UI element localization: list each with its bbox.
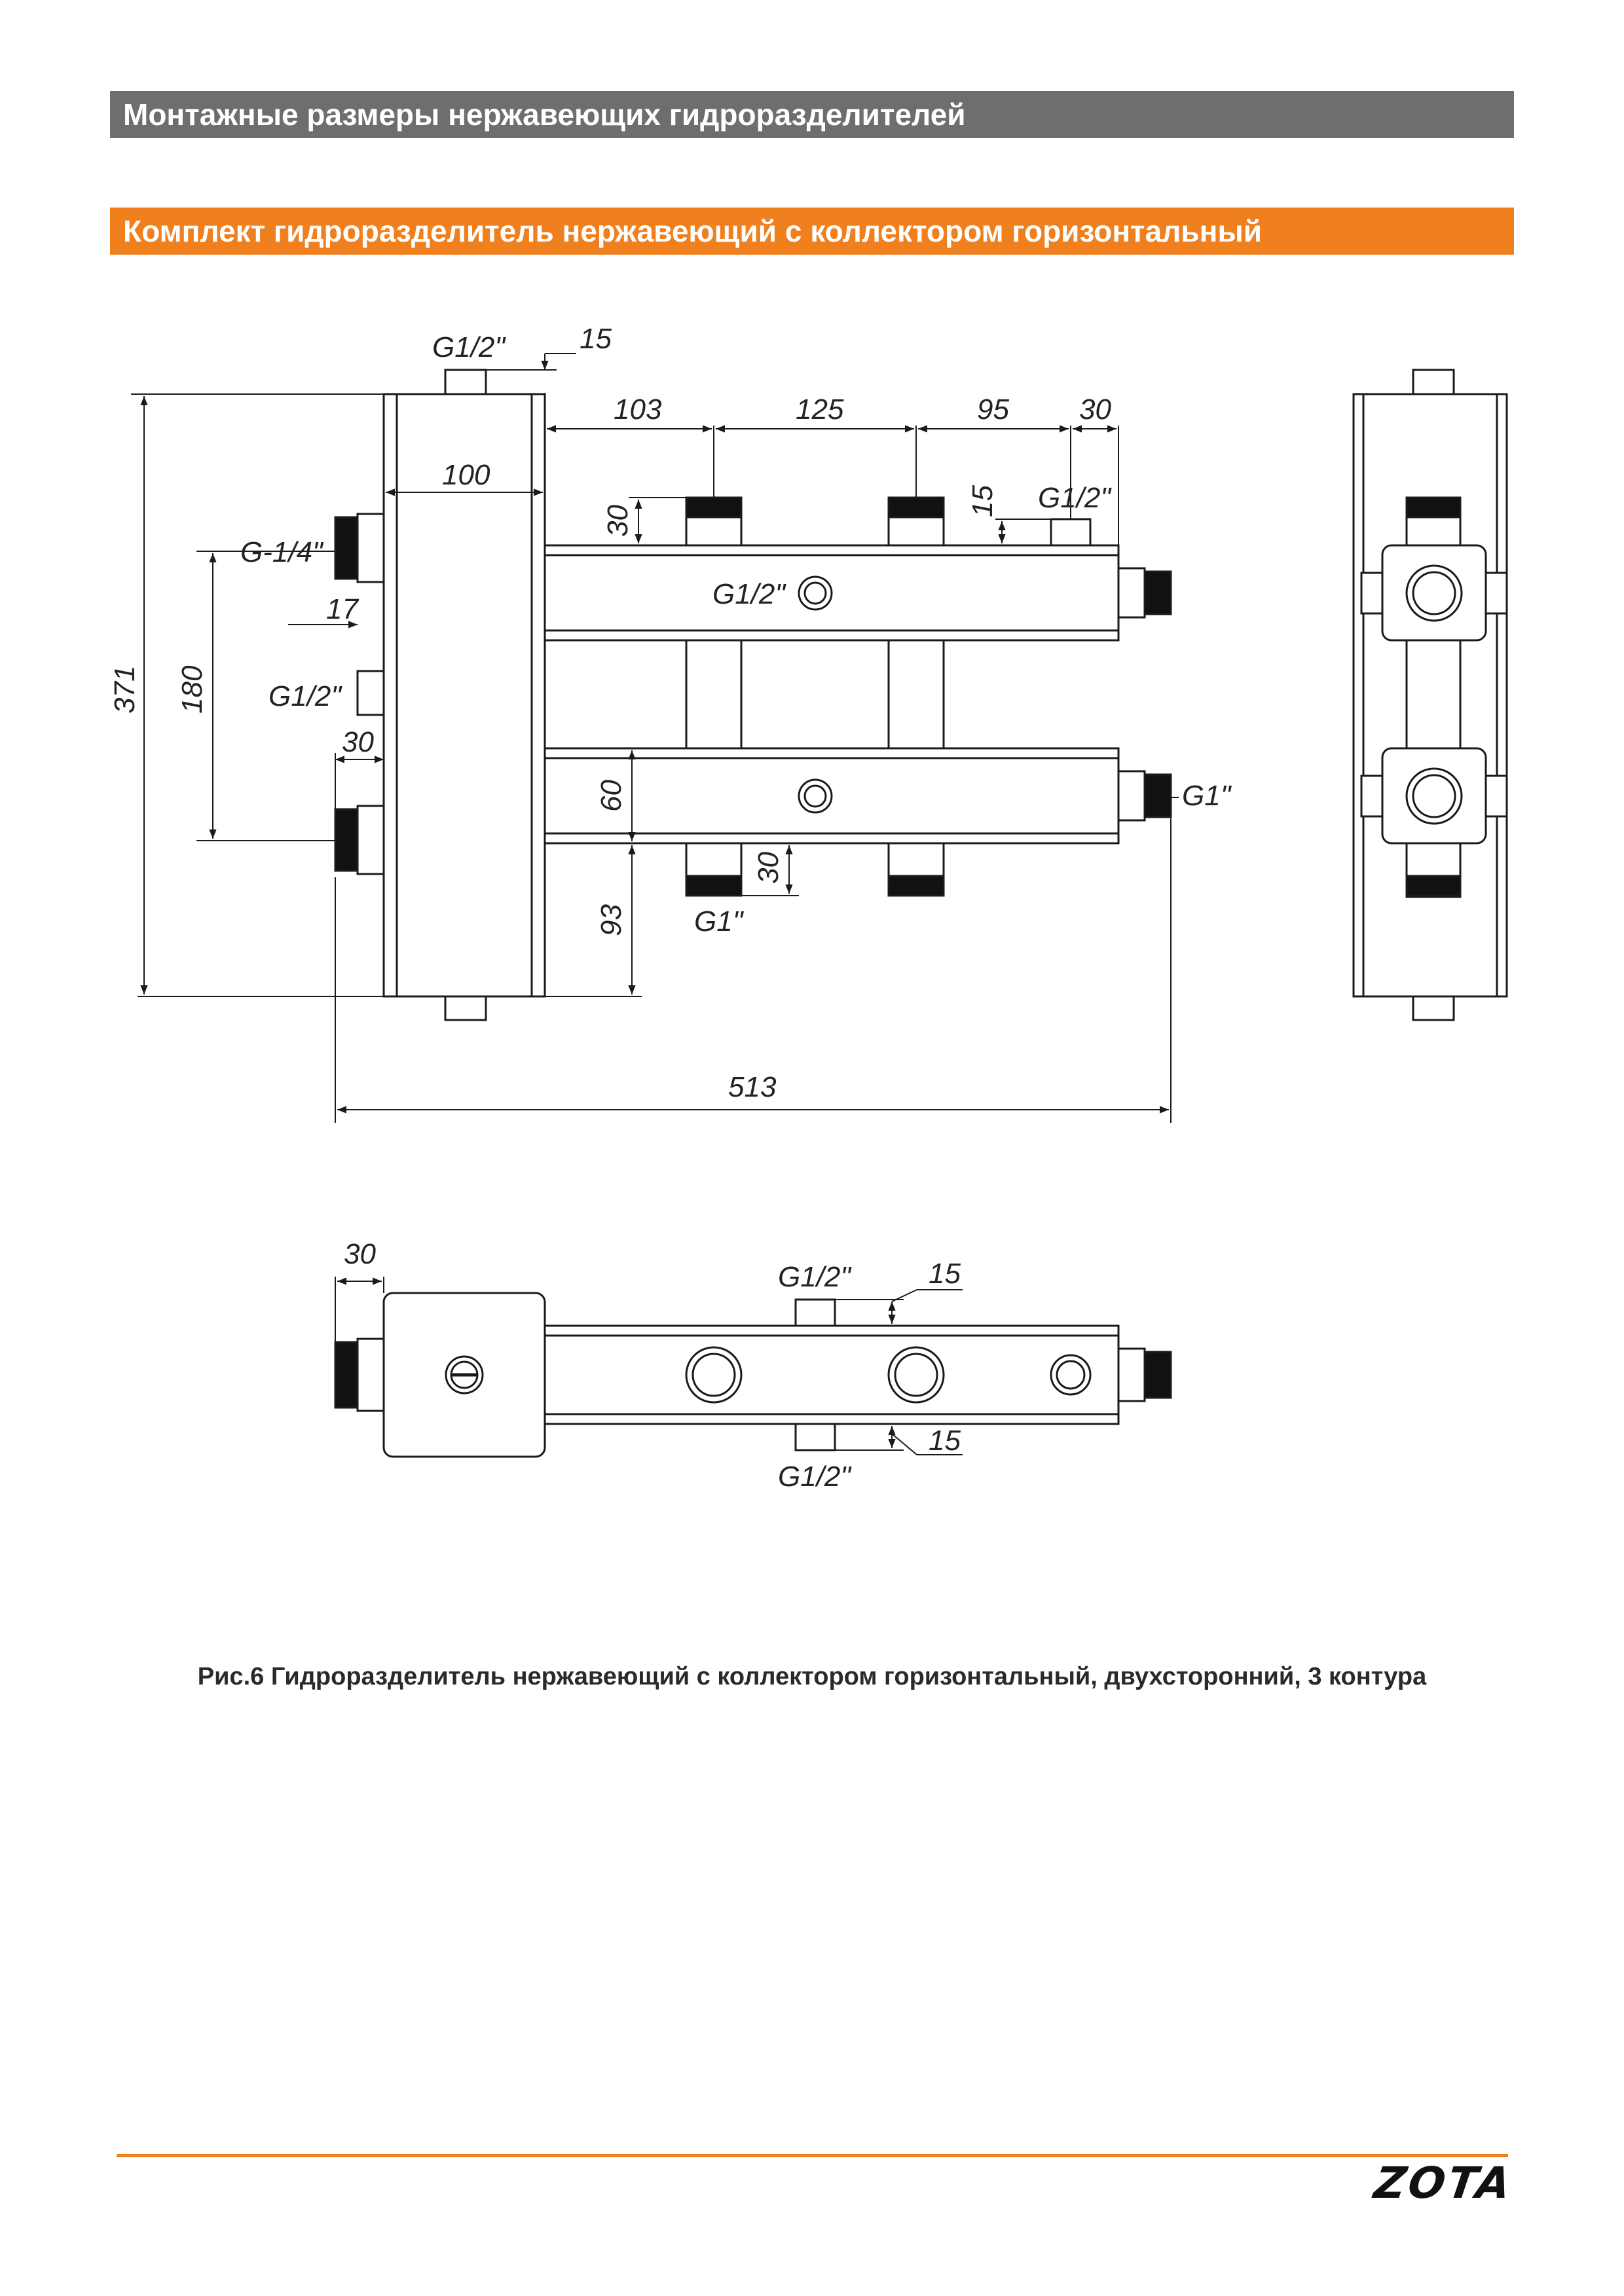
dim-top-15: 15 [580, 323, 612, 355]
figure-caption: Рис.6 Гидроразделитель нержавеющий с коллектором горизонтальный, двухсторонний, 3 контура [197, 1663, 1427, 1690]
subsection-title: Комплект гидроразделитель нержавеющий с коллектором горизонтальный [123, 214, 1263, 248]
dim-100: 100 [442, 459, 490, 491]
thread-g1-bottom: G1" [694, 905, 743, 938]
dim-513: 513 [728, 1071, 777, 1103]
thread-g12-left: G1/2" [268, 680, 342, 712]
top-dim-30: 30 [344, 1238, 376, 1270]
side-view [1354, 370, 1507, 1020]
dim-30-left: 30 [342, 726, 374, 758]
dim-180: 180 [176, 665, 208, 714]
section-title: Монтажные размеры нержавеющих гидроразделителей [123, 98, 966, 132]
dim-125: 125 [796, 393, 844, 426]
dim-93: 93 [595, 904, 627, 936]
dim-15-right: 15 [967, 485, 999, 517]
thread-g14: G-1/4" [240, 536, 323, 568]
top-view [335, 1293, 1171, 1457]
dim-17: 17 [326, 593, 358, 625]
top-dim-15-bottom: 15 [929, 1425, 961, 1457]
dim-top-thread: G1/2" [432, 331, 506, 363]
dim-30-right: 30 [1079, 393, 1111, 426]
top-dim-15-top: 15 [929, 1258, 961, 1290]
dim-103: 103 [614, 393, 662, 426]
thread-g1-right: G1" [1182, 780, 1231, 812]
front-view-dimensions [131, 354, 1179, 1123]
footer-divider [117, 2154, 1508, 2157]
top-thread-top: G1/2" [778, 1261, 851, 1293]
dim-95: 95 [977, 393, 1009, 426]
top-thread-bottom: G1/2" [778, 1461, 851, 1493]
thread-g12-right: G1/2" [1038, 482, 1111, 514]
dim-60: 60 [595, 780, 627, 812]
dim-30-pipe: 30 [602, 505, 634, 537]
dim-371: 371 [109, 665, 141, 714]
thread-g12-center: G1/2" [712, 578, 786, 610]
dim-30-bottom: 30 [752, 852, 784, 884]
zota-logo: ZOTA [1371, 2158, 1517, 2208]
